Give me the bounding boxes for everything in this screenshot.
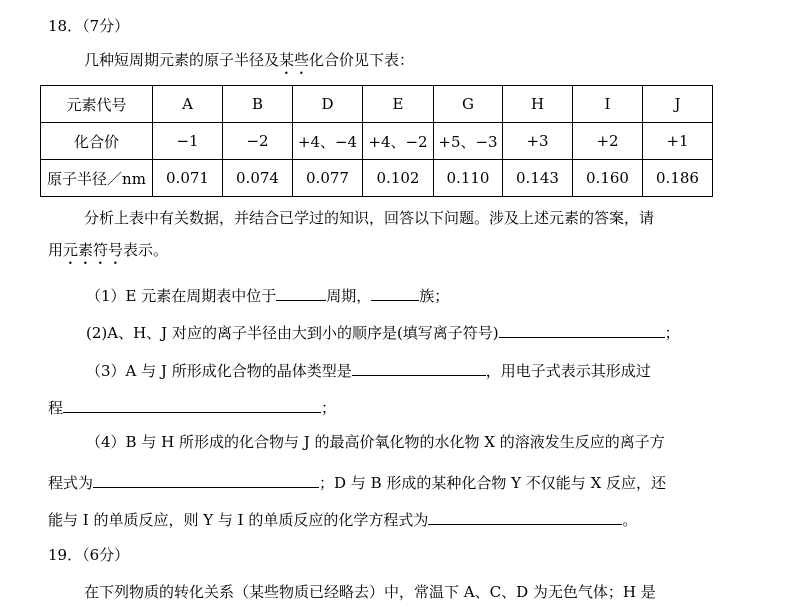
q18-sub3-cont — [48, 396, 336, 418]
table-cell: +2 — [573, 123, 643, 160]
q18-sub1 — [86, 284, 449, 306]
table-cell: −1 — [153, 123, 223, 160]
sub4-text-d: 能与 I 的单质反应，则 Y 与 I 的单质反应的化学方程式为 — [48, 511, 429, 529]
q18-para1-pre: 用 — [48, 241, 64, 259]
table-cell: J — [643, 86, 713, 123]
answer-blank[interactable] — [428, 508, 622, 525]
table-cell: 0.102 — [363, 160, 434, 197]
sub3-text-d: ； — [321, 399, 337, 417]
table-cell: 化合价 — [41, 123, 153, 160]
q18-para1-post: 表示。 — [123, 241, 169, 259]
sub3-text-a: （3）A 与 J 所形成化合物的晶体类型是 — [86, 362, 352, 380]
answer-blank[interactable] — [93, 471, 319, 488]
table-cell: E — [363, 86, 434, 123]
answer-blank[interactable] — [371, 284, 419, 301]
table-cell: 0.186 — [643, 160, 713, 197]
q19-line1: 在下列物质的转化关系（某些物质已经略去）中，常温下 A、C、D 为无色气体；H 是 — [84, 583, 656, 601]
sub1-text-a: （1）E 元素在周期表中位于 — [86, 287, 277, 305]
element-table — [40, 85, 713, 197]
sub3-text-c: 程 — [48, 399, 64, 417]
table-cell: I — [573, 86, 643, 123]
sub4-text-e: 。 — [622, 511, 638, 529]
table-row — [41, 160, 713, 197]
q18-sub4-cont2 — [48, 508, 637, 530]
q18-header: 18．（7分） — [48, 17, 130, 35]
table-cell: H — [503, 86, 573, 123]
table-cell: +4、−2 — [363, 123, 434, 160]
table-cell: 0.071 — [153, 160, 223, 197]
table-cell: B — [223, 86, 293, 123]
table-row — [41, 123, 713, 160]
sub1-text-b: 周期， — [326, 287, 372, 305]
table-cell: 元素代号 — [41, 86, 153, 123]
table-cell: 0.077 — [293, 160, 363, 197]
q18-sub4: （4）B 与 H 所形成的化合物与 J 的最高价氧化物的水化物 X 的溶液发生反应的离子方 — [86, 433, 665, 451]
table-row — [41, 86, 713, 123]
q19-header: 19．（6分） — [48, 546, 130, 564]
sub4-text-c: ；D 与 B 形成的某种化合物 Y 不仅能与 X 反应，还 — [319, 474, 667, 492]
q18-sub3 — [86, 359, 651, 381]
table-cell: G — [434, 86, 503, 123]
sub2-text-a: (2)A、H、J 对应的离子半径由大到小的顺序是(填写离子符号) — [86, 324, 499, 342]
table-cell: +1 — [643, 123, 713, 160]
table-cell: D — [293, 86, 363, 123]
q18-intro-emphasis: 某些 — [279, 51, 310, 69]
table-cell: +4、−4 — [293, 123, 363, 160]
table-cell: −2 — [223, 123, 293, 160]
table-cell: A — [153, 86, 223, 123]
answer-blank[interactable] — [276, 284, 326, 301]
table-cell: 0.160 — [573, 160, 643, 197]
table-cell: +5、−3 — [434, 123, 503, 160]
answer-blank[interactable] — [63, 396, 321, 413]
q18-para1-emphasis: 元素符号 — [63, 241, 124, 259]
q18-sub2 — [86, 321, 680, 343]
sub1-text-c: 族； — [419, 287, 450, 305]
q18-para1-line2 — [48, 240, 168, 268]
q18-intro-post: 化合价见下表： — [309, 51, 415, 69]
table-cell: 原子半径／nm — [41, 160, 153, 197]
table-cell: 0.074 — [223, 160, 293, 197]
table-cell: 0.143 — [503, 160, 573, 197]
table-cell: 0.110 — [434, 160, 503, 197]
answer-blank[interactable] — [499, 321, 665, 338]
table-cell: +3 — [503, 123, 573, 160]
sub4-text-b: 程式为 — [48, 474, 94, 492]
q18-sub4-cont1 — [48, 471, 666, 493]
sub2-text-b: ； — [664, 324, 680, 342]
answer-blank[interactable] — [352, 359, 486, 376]
q18-para1-line1: 分析上表中有关数据，并结合已学过的知识，回答以下问题。涉及上述元素的答案，请 — [84, 209, 655, 227]
sub3-text-b: ，用电子式表示其形成过 — [485, 362, 651, 380]
q18-intro-pre: 几种短周期元素的原子半径及 — [84, 51, 280, 69]
q18-intro — [84, 50, 414, 78]
